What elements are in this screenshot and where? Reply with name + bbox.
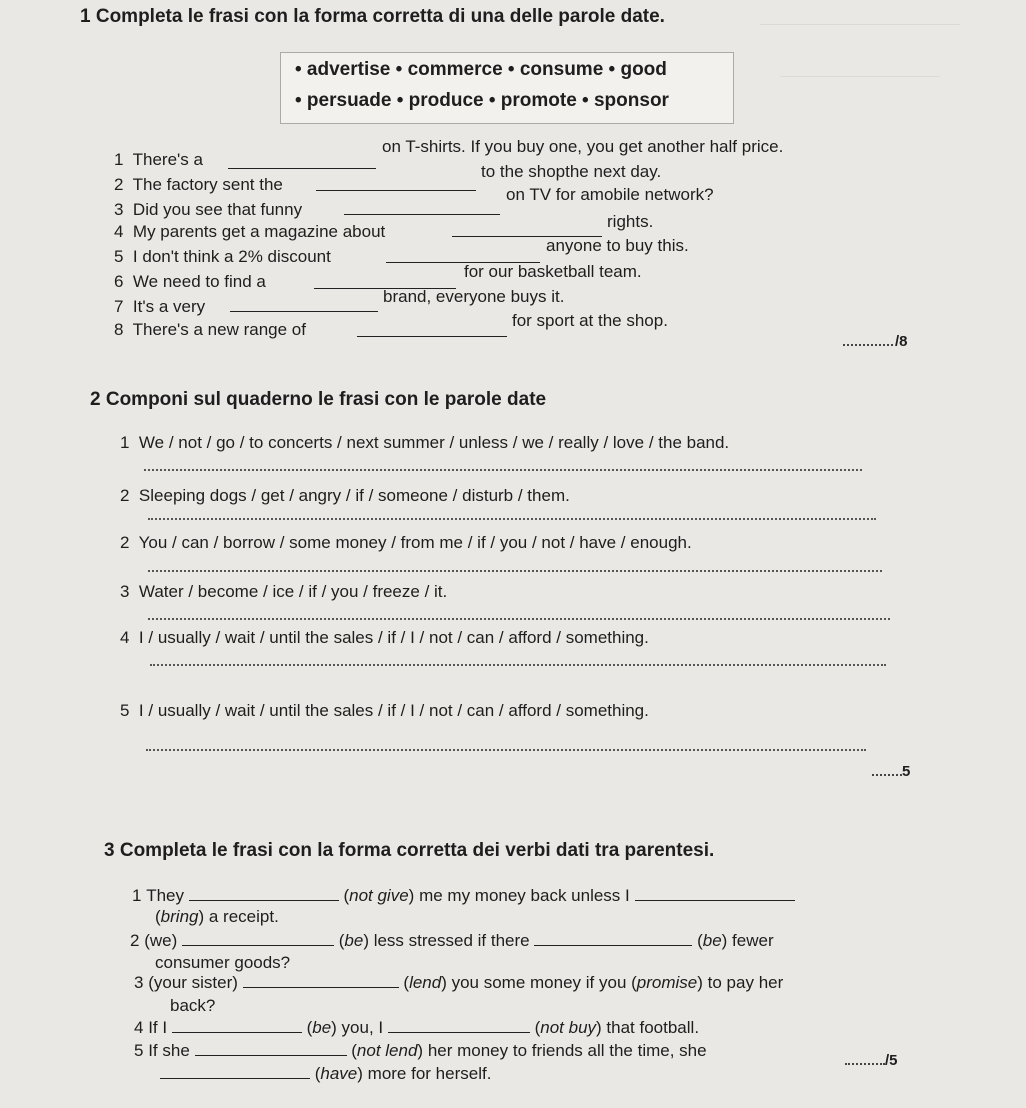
score-text: /5: [885, 1052, 898, 1069]
item-text-before: The factory sent the: [132, 175, 283, 194]
item-number: 1: [120, 433, 130, 452]
ex2-item-5: [120, 628, 649, 648]
ex1-item-2: [114, 175, 283, 195]
ex2-item-1: [120, 433, 729, 453]
ex1-item-7-after: brand, everyone buys it.: [383, 287, 565, 306]
item-text: less stressed if there: [373, 931, 530, 950]
ex1-item-3-after: on TV for amobile network?: [506, 185, 714, 204]
ex2-item-2: [120, 486, 570, 506]
ex3-item-4-line-1: 4 If I (be) you, I (not buy) that football.: [134, 1018, 700, 1037]
score-text: 5: [902, 763, 911, 780]
word-bank: [280, 52, 734, 124]
ex3-blank-5b[interactable]: [160, 1064, 310, 1079]
ex3-blank-1a[interactable]: [189, 886, 339, 901]
item-text: me my money back unless I: [419, 886, 630, 905]
item-text-before: Did you see that funny: [132, 200, 303, 219]
item-text: They: [146, 886, 184, 905]
ex3-blank-4a[interactable]: [172, 1018, 302, 1033]
item-text: We / not / go / to concerts / next summer / unless / we / really / love / the band.: [138, 433, 730, 452]
item-number: 3: [120, 582, 130, 601]
ex1-item-1: [114, 150, 203, 170]
item-text-before: There's a: [132, 150, 203, 169]
ex3-blank-4b[interactable]: [388, 1018, 530, 1033]
ex3-score: [845, 1052, 898, 1069]
verb-hint: bring: [160, 907, 199, 926]
item-text: you, I: [341, 1018, 384, 1037]
ex1-blank-3[interactable]: [344, 200, 500, 215]
verb-hint: be: [312, 1018, 332, 1037]
ex1-item-6-after: for our basketball team.: [464, 262, 642, 281]
ex1-blank-1[interactable]: [228, 154, 376, 169]
ex1-item-4: [114, 222, 385, 242]
ex3-item-1-line-1: 1 They (not give) me my money back unless I: [132, 886, 795, 906]
item-number: 5: [120, 701, 130, 720]
score-dots: [845, 1063, 885, 1065]
item-text: you some money if you: [451, 973, 627, 992]
verb-hint: be: [702, 931, 722, 950]
item-number: 5: [134, 1041, 144, 1060]
ex3-blank-2a[interactable]: [182, 931, 334, 946]
score-text: /8: [895, 333, 908, 350]
item-number: 2: [114, 175, 124, 194]
exercise-1-title: 1 Completa le frasi con la forma corretta di una delle parole date.: [80, 6, 665, 27]
item-number: 7: [114, 297, 124, 316]
item-text: (we): [144, 931, 178, 950]
item-text: her money to friends all the time, she: [427, 1041, 707, 1060]
item-text: to pay her: [707, 973, 784, 992]
ex3-item-3-line-1: 3 (your sister) (lend) you some money if you (promise) to pay her: [134, 973, 784, 992]
ex3-item-2-line-1: 2 (we) (be) less stressed if there (be) fewer: [130, 931, 774, 950]
ex2-answer-line-6[interactable]: [146, 749, 866, 751]
ex2-item-6: [120, 701, 649, 721]
item-text: If she: [148, 1041, 190, 1060]
verb-hint: have: [320, 1064, 358, 1083]
item-text: I / usually / wait / until the sales / if / I / not / can / afford / something.: [138, 628, 649, 647]
item-number: 3: [134, 973, 144, 992]
item-number: 1: [132, 886, 142, 905]
item-text: You / can / borrow / some money / from me / if / you / not / have / enough.: [138, 533, 692, 552]
item-number: 4: [120, 628, 130, 647]
ex2-score: [872, 763, 910, 780]
word-bank-line-2: • persuade • produce • promote • sponsor: [295, 90, 669, 111]
item-text-before: It's a very: [132, 297, 206, 316]
item-number: 2: [120, 533, 130, 552]
ex1-item-2-after: to the shopthe next day.: [481, 162, 662, 181]
ex1-blank-5[interactable]: [386, 248, 540, 263]
verb-hint: not buy: [540, 1018, 597, 1037]
item-number: 1: [114, 150, 124, 169]
item-text-before: My parents get a magazine about: [132, 222, 386, 241]
ex3-blank-3a[interactable]: [243, 973, 399, 988]
ex3-blank-1b[interactable]: [635, 886, 795, 901]
item-text-before: There's a new range of: [132, 320, 306, 339]
ex2-answer-line-2[interactable]: [148, 518, 876, 520]
ex3-blank-5a[interactable]: [195, 1041, 347, 1056]
item-number: 6: [114, 272, 124, 291]
item-number: 2: [120, 486, 130, 505]
item-text-before: We need to find a: [132, 272, 266, 291]
item-text: If I: [148, 1018, 168, 1037]
exercise-3-title: 3 Completa le frasi con la forma corretta dei verbi dati tra parentesi.: [104, 840, 715, 861]
item-text-before: I don't think a 2% discount: [132, 247, 331, 266]
ex1-item-8-after: for sport at the shop.: [512, 311, 668, 330]
ex1-blank-2[interactable]: [316, 176, 476, 191]
ex1-item-7: [114, 297, 205, 317]
item-number: 4: [114, 222, 124, 241]
ex1-item-5-after: anyone to buy this.: [546, 236, 689, 255]
verb-hint: not lend: [356, 1041, 418, 1060]
ex2-answer-line-3[interactable]: [148, 570, 882, 572]
ex1-blank-4[interactable]: [452, 222, 602, 237]
ex1-blank-8[interactable]: [357, 322, 507, 337]
verb-hint: not give: [349, 886, 409, 905]
item-text: that football.: [606, 1018, 700, 1037]
verb-hint: promise: [636, 973, 698, 992]
item-text: Water / become / ice / if / you / freeze / it.: [138, 582, 448, 601]
ex1-item-4-after: rights.: [607, 212, 654, 231]
ex1-blank-7[interactable]: [230, 297, 378, 312]
ex3-item-5-line-2: (have) more for herself.: [160, 1064, 491, 1084]
ex1-item-5: [114, 247, 331, 267]
ex1-score: [843, 333, 908, 350]
ex1-item-1-after: on T-shirts. If you buy one, you get another half price.: [382, 137, 784, 156]
ex1-item-3: [114, 200, 302, 220]
ex2-answer-line-1[interactable]: [144, 469, 862, 471]
item-number: 2: [130, 931, 140, 950]
item-text: more for herself.: [367, 1064, 492, 1083]
ex2-item-3: [120, 533, 692, 553]
item-text: a receipt.: [208, 907, 279, 926]
item-number: 5: [114, 247, 124, 266]
ex2-answer-line-5[interactable]: [150, 664, 886, 666]
ex2-answer-line-4[interactable]: [148, 618, 890, 620]
item-text: (your sister): [148, 973, 238, 992]
score-dots: [843, 344, 893, 346]
ex3-item-3-line-2: back?: [170, 996, 216, 1015]
ex3-item-2-line-2: consumer goods?: [155, 953, 291, 972]
item-number: 4: [134, 1018, 144, 1037]
ex1-item-8: [114, 320, 306, 340]
word-bank-line-1: • advertise • commerce • consume • good: [295, 59, 667, 80]
ex3-item-5-line-1: 5 If she (not lend) her money to friends all the time, she: [134, 1041, 707, 1060]
item-text: fewer: [732, 931, 774, 950]
ex2-item-4: [120, 582, 447, 602]
item-text: Sleeping dogs / get / angry / if / someone / disturb / them.: [138, 486, 570, 505]
item-text: I / usually / wait / until the sales / if / I / not / can / afford / something.: [138, 701, 649, 720]
ex1-item-6: [114, 272, 266, 292]
item-number: 8: [114, 320, 124, 339]
score-dots: [872, 774, 902, 776]
verb-hint: lend: [409, 973, 442, 992]
verb-hint: be: [344, 931, 364, 950]
item-number: 3: [114, 200, 124, 219]
ex3-item-1-line-2: (bring) a receipt.: [155, 907, 279, 926]
ex3-blank-2b[interactable]: [534, 931, 692, 946]
exercise-2-title: 2 Componi sul quaderno le frasi con le parole date: [90, 389, 547, 410]
